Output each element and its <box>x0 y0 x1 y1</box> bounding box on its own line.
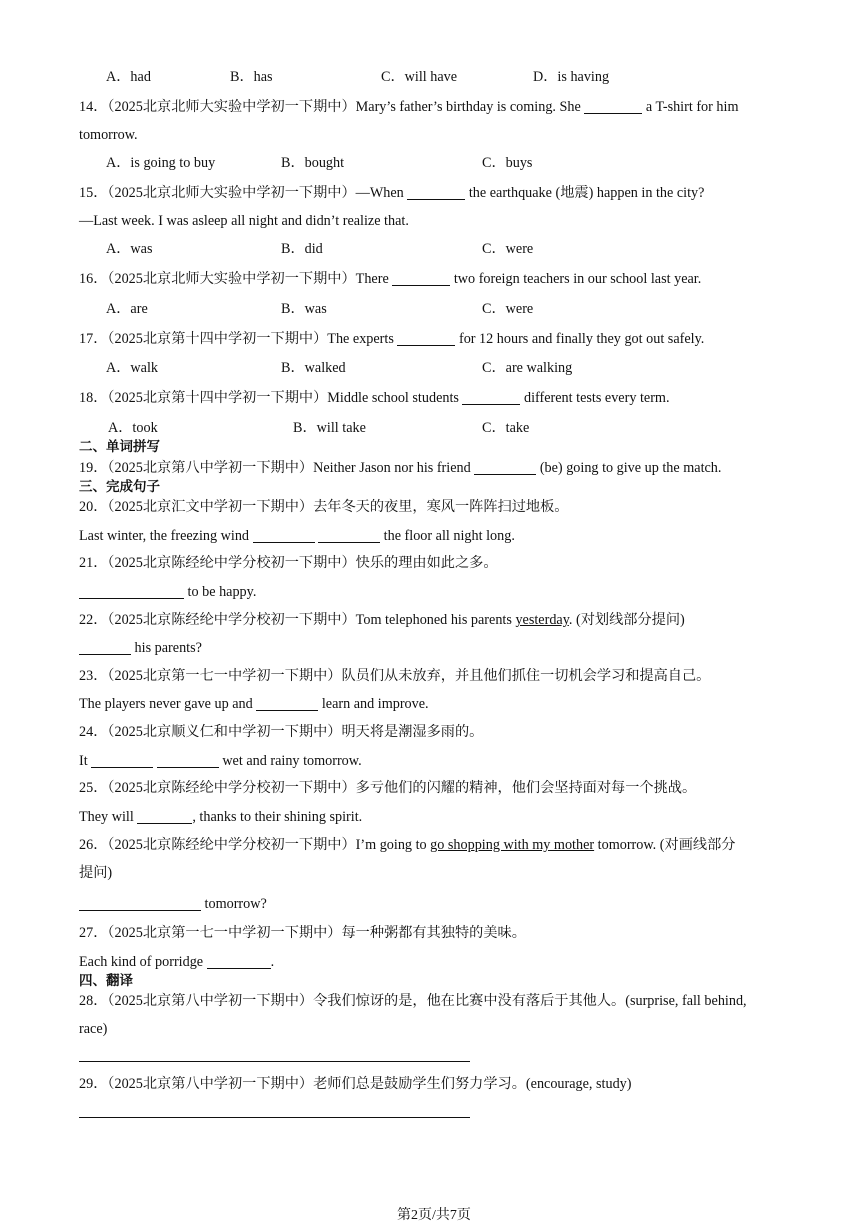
question-14: 14．（2025北京北师大实验中学初一下期中）Mary’s father’s birthday is coming. She a T-shirt for him <box>79 99 739 115</box>
question-15: 15．（2025北京北师大实验中学初一下期中）—When the earthquake (地震) happen in the city? <box>79 185 705 201</box>
question-20-answer: Last winter, the freezing wind the floor all night long. <box>79 528 515 544</box>
answer-blank[interactable] <box>207 954 271 969</box>
q13-option-b: B．has <box>230 69 273 85</box>
answer-line[interactable] <box>79 1061 470 1062</box>
question-25-answer: They will , thanks to their shining spirit. <box>79 809 363 825</box>
page-footer: 第2页/共7页 <box>397 1208 471 1223</box>
question-21: 21．（2025北京陈经纶中学分校初一下期中）快乐的理由如此之多。 <box>79 555 498 571</box>
answer-blank[interactable] <box>137 809 192 824</box>
question-24: 24．（2025北京顺义仁和中学初一下期中）明天将是潮湿多雨的。 <box>79 724 484 740</box>
answer-blank[interactable] <box>462 390 520 405</box>
question-27: 27．（2025北京第一七一中学初一下期中）每一种粥都有其独特的美味。 <box>79 925 526 941</box>
question-29: 29．（2025北京第八中学初一下期中）老师们总是鼓励学生们努力学习。(encourage, study) <box>79 1076 632 1092</box>
question-26: 26．（2025北京陈经纶中学分校初一下期中）I’m going to go shopping with my mother tomorrow. (对画线部分 <box>79 837 736 853</box>
question-17: 17．（2025北京第十四中学初一下期中）The experts for 12 hours and finally they got out safely. <box>79 331 705 347</box>
answer-blank[interactable] <box>392 271 450 286</box>
section-heading-spelling: 二、单词拼写 <box>79 439 160 455</box>
question-19: 19．（2025北京第八中学初一下期中）Neither Jason nor his friend (be) going to give up the match. <box>79 460 722 476</box>
answer-blank[interactable] <box>256 696 318 711</box>
q17-option-a: A．walk <box>106 360 159 376</box>
q13-option-d: D．is having <box>533 69 610 85</box>
question-source: （2025北京北师大实验中学初一下期中） <box>107 99 356 115</box>
question-27-answer: Each kind of porridge . <box>79 954 275 970</box>
question-25: 25．（2025北京陈经纶中学分校初一下期中）多亏他们的闪耀的精神，他们会坚持面对每一个挑战。 <box>79 780 697 796</box>
q16-option-a: A．are <box>106 301 148 317</box>
underlined-part: go shopping with my mother <box>430 837 595 853</box>
question-28-line2: race) <box>79 1021 108 1037</box>
q18-option-b: B．will take <box>293 420 366 436</box>
question-16: 16．（2025北京北师大实验中学初一下期中）There two foreign teachers in our school last year. <box>79 271 702 287</box>
q13-option-c: C．will have <box>381 69 458 85</box>
underlined-part: yesterday <box>515 612 569 628</box>
answer-blank[interactable] <box>79 640 131 655</box>
answer-blank[interactable] <box>407 185 465 200</box>
answer-blank[interactable] <box>318 528 380 543</box>
answer-blank[interactable] <box>91 753 153 768</box>
q14-option-a: A．is going to buy <box>106 155 216 171</box>
question-22: 22．（2025北京陈经纶中学分校初一下期中）Tom telephoned his parents yesterday. (对划线部分提问) <box>79 612 685 628</box>
q14-option-b: B．bought <box>281 155 345 171</box>
answer-blank[interactable] <box>79 584 184 599</box>
section-heading-complete-sentences: 三、完成句子 <box>79 479 160 495</box>
q18-option-a: A．took <box>108 420 158 436</box>
q18-option-c: C．take <box>482 420 530 436</box>
question-14-line2: tomorrow. <box>79 127 138 143</box>
question-23: 23．（2025北京第一七一中学初一下期中）队员们从未放弃，并且他们抓住一切机会学习和提高自己。 <box>79 668 711 684</box>
question-18: 18．（2025北京第十四中学初一下期中）Middle school students different tests every term. <box>79 390 670 406</box>
question-26-line2: 提问) <box>79 865 113 881</box>
q15-option-a: A．was <box>106 241 153 257</box>
question-24-answer: It wet and rainy tomorrow. <box>79 753 362 769</box>
q16-option-b: B．was <box>281 301 327 317</box>
question-23-answer: The players never gave up and learn and improve. <box>79 696 429 712</box>
q15-option-c: C．were <box>482 241 534 257</box>
question-15-line2: —Last week. I was asleep all night and didn’t realize that. <box>79 213 409 229</box>
answer-blank[interactable] <box>584 99 642 114</box>
q13-option-a: A．had <box>106 69 151 85</box>
question-26-answer: tomorrow? <box>79 895 267 913</box>
answer-line[interactable] <box>79 1117 470 1118</box>
question-20: 20．（2025北京汇文中学初一下期中）去年冬天的夜里，寒风一阵阵扫过地板。 <box>79 499 569 515</box>
question-number: 14． <box>79 99 108 115</box>
question-28: 28．（2025北京第八中学初一下期中）令我们惊讶的是，他在比赛中没有落后于其他人。(surprise, fall behind, <box>79 993 747 1009</box>
answer-blank[interactable] <box>397 331 455 346</box>
q17-option-b: B．walked <box>281 360 346 376</box>
question-22-answer: his parents? <box>79 639 202 657</box>
answer-blank[interactable] <box>157 753 219 768</box>
answer-blank[interactable] <box>474 460 536 475</box>
answer-blank[interactable] <box>79 896 201 911</box>
q16-option-c: C．were <box>482 301 534 317</box>
q14-option-c: C．buys <box>482 155 533 171</box>
question-21-answer: to be happy. <box>79 583 256 601</box>
answer-blank[interactable] <box>253 528 315 543</box>
q15-option-b: B．did <box>281 241 323 257</box>
q17-option-c: C．are walking <box>482 360 573 376</box>
section-heading-translation: 四、翻译 <box>79 973 133 989</box>
